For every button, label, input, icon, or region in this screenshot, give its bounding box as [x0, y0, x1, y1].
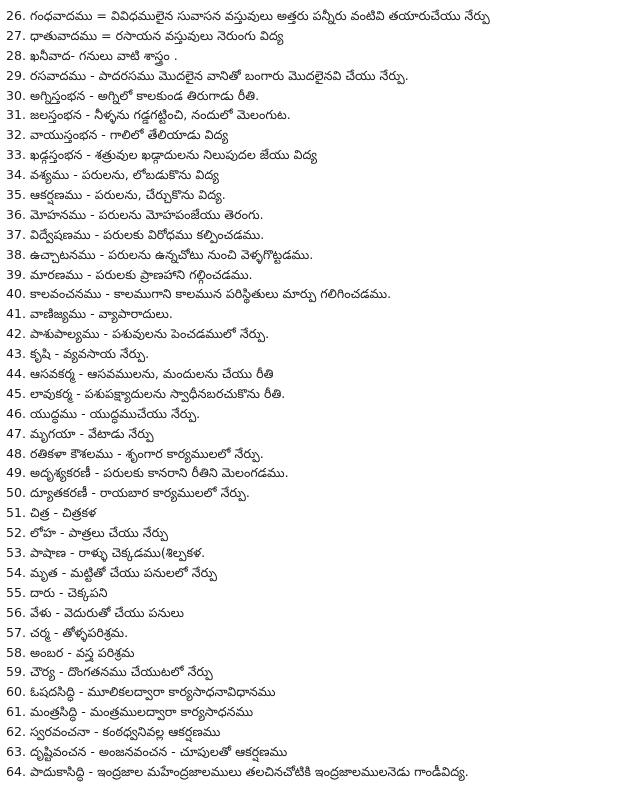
list-item: 60. ఓషదసిద్ధి - మూలికలద్వారా కార్యసాధనావిధానము	[6, 684, 276, 700]
list-item: 58. అంబర - వస్త్ర పరిశ్రమ	[6, 644, 135, 660]
list-item: 31. జలస్తంభన - నీళ్ళను గడ్డగట్టించి, నందులో మెలంగుట.	[6, 107, 291, 123]
list-item: 38. ఉచ్చాటనము - పరులను ఉన్నచోటు నుంచి వెళ్ళగొట్టడము.	[6, 246, 314, 262]
list-item: 29. రసవాదము - పాదరసము మొదలైన వానితో బంగారు మొదలైనవి చేయు నేర్పు.	[6, 67, 409, 83]
list-item: 61. మంత్రసిద్ధి - మంత్రములద్వారా కార్యసాధనము	[6, 704, 254, 720]
list-item: 35. ఆకర్షణము - పరులను, చేర్చుకొను విద్య.	[6, 187, 226, 203]
list-item: 45. లావుకర్మ - పశుపక్ష్యాదులను స్వాధీనబరచుకొను రీతి.	[6, 385, 286, 401]
list-item: 49. అదృశ్యకరణీ - పరులకు కానరాని రీతిని మెలంగడము.	[6, 465, 289, 481]
list-item: 63. దృష్టివంచన - అంజనవంచన - చూపులతో ఆకర్షణము	[6, 743, 288, 759]
list-item: 36. మోహనము - పరులను మోహపంజేయు తెరంగు.	[6, 206, 264, 222]
list-item: 52. లోహ - పాత్రలు చేయు నేర్పు	[6, 525, 168, 541]
list-item: 48. రతికళా కౌశలము - శృంగార కార్యములలో నేర్పు.	[6, 445, 264, 461]
list-item: 41. వాణిజ్యము - వ్యాపారాదులు.	[6, 306, 173, 322]
list-item: 34. వశ్యము - పరులను, లోబడుకొను విద్య	[6, 167, 219, 183]
list-item: 32. వాయుస్తంభన - గాలిలో తేలియాడు విద్య	[6, 127, 229, 143]
list-item: 56. వేళు - వెదురుతో చేయు పనులు	[6, 604, 184, 620]
list-item: 50. ద్యూతకరణీ - రాయబార కార్యములలో నేర్పు.	[6, 485, 250, 501]
list-item: 54. మృత - మట్టితో చేయు పనులలో నేర్పు	[6, 564, 217, 580]
list-item: 26. గంధవాదము = వివిధములైన సువాసన వస్తువులు అత్తరు పన్నీరు వంటివి తయారుచేయు నేర్పు	[6, 8, 490, 23]
list-item: 37. విద్వేషణము - పరులకు విరోధము కల్పించడము.	[6, 226, 265, 242]
list-item: 28. ఖనీవాద- గనులు వాటి శాస్త్రం .	[6, 47, 178, 63]
list-item: 64. పాదుకాసిద్ధి - ఇంద్రజాల మహేంద్రజాలములు తలచినచోటికి ఇంద్రజాలములనెడు గాండీవిద్య.	[6, 763, 469, 779]
list-item: 30. అగ్నిస్తంభన - అగ్నిలో కాలకుండ తిరుగాడు రీతి.	[6, 87, 260, 103]
list-item: 33. ఖడ్గస్తంభన - శత్రువుల ఖడ్గాదులను నిలుపుదల జేయు విద్య	[6, 147, 318, 163]
list-item: 53. పాషాణ - రాళ్ళు చెక్కడము(శిల్పకళ.	[6, 545, 206, 561]
list-item: 59. చౌర్య - దొంగతనము చేయుటలో నేర్పు	[6, 664, 213, 680]
list-item: 57. చర్మ - తోళ్ళపరిశ్రమ.	[6, 624, 129, 640]
list-item: 46. యుద్ధము - యుద్ధముచేయు నేర్పు.	[6, 405, 201, 421]
list-item: 27. ధాతువాదము = రసాయన వస్తువులు నెరుంగు విద్య	[6, 27, 284, 43]
text-document	[6, 6, 628, 782]
list-item: 55. దారు - చెక్కపని	[6, 584, 108, 600]
list-item: 44. ఆసవకర్మ - ఆసవములను, మందులను చేయు రీతి	[6, 366, 274, 382]
list-item: 43. కృషి - వ్యవసాయ నేర్పు.	[6, 346, 150, 362]
list-item: 40. కాలవంచనము - కాలముగాని కాలమున పరిస్థితులు మార్పు గలిగించడము.	[6, 286, 392, 302]
list-item: 62. స్వరవంచనా - కంఠధ్వనివల్ల ఆకర్షణము	[6, 724, 221, 740]
list-item: 42. పాశుపాల్యము - పశువులను పెంచడములో నేర్పు.	[6, 326, 270, 342]
list-item: 47. మృగయా - వేటాడు నేర్పు	[6, 425, 154, 441]
list-item: 51. చిత్ర - చిత్రకళ	[6, 505, 97, 521]
list-item: 39. మారణము - పరులకు ప్రాణహాని గల్గించడము.	[6, 266, 253, 282]
